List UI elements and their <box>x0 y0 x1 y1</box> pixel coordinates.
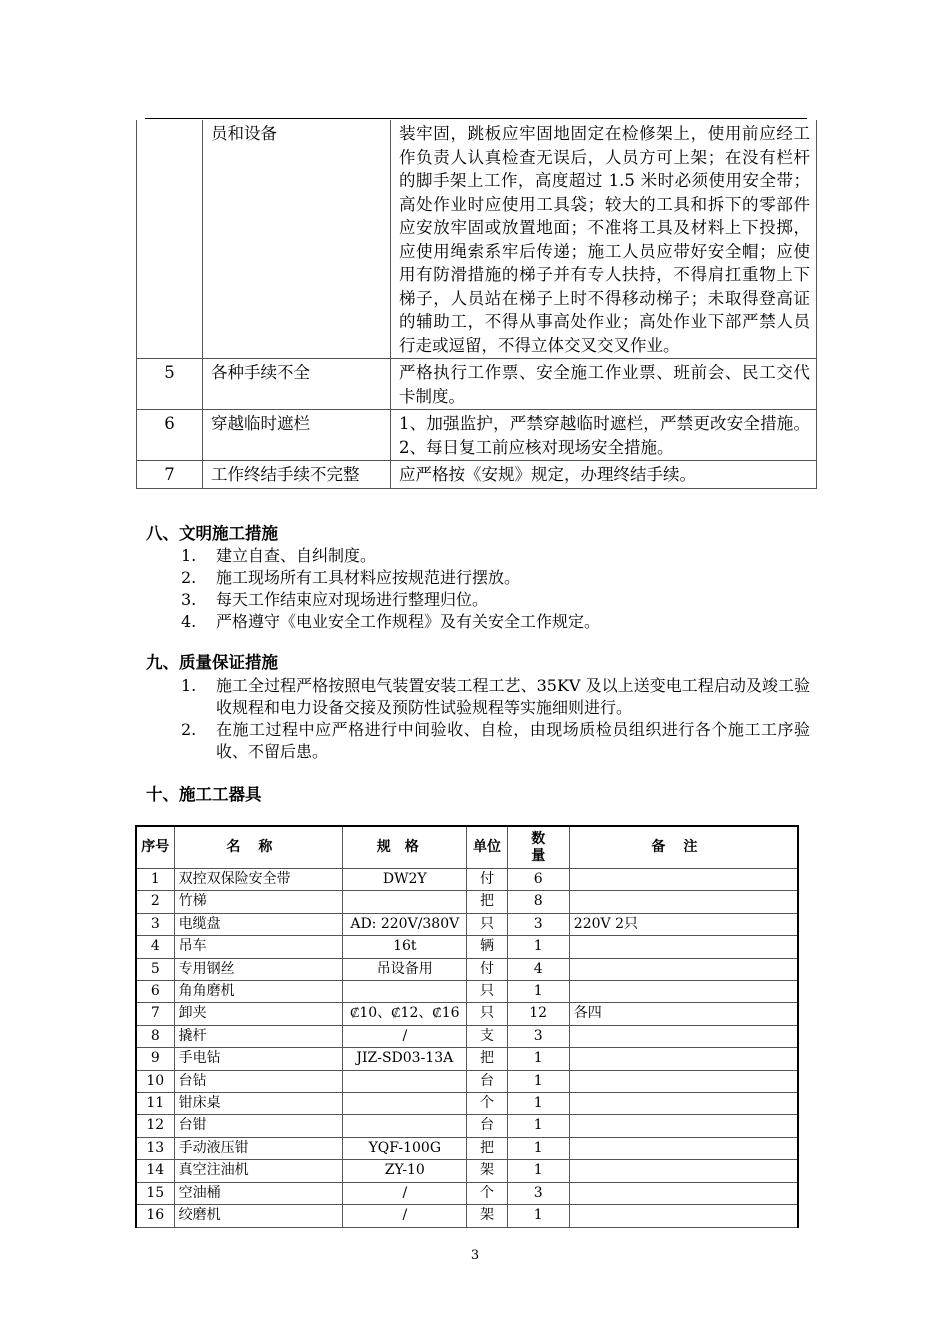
tool-no-cell: 11 <box>136 1093 174 1115</box>
risk-no-cell: 5 <box>137 359 203 410</box>
tool-no-cell: 4 <box>136 936 174 958</box>
tool-note-cell <box>569 958 798 980</box>
header-unit: 单位 <box>467 826 507 869</box>
table-row <box>136 1048 798 1070</box>
tool-unit-cell: 个 <box>467 1182 507 1204</box>
table-row <box>136 1160 798 1182</box>
tool-qty-cell: 4 <box>507 958 569 980</box>
tool-note-cell: 220V 2只 <box>569 913 798 935</box>
header-no: 序号 <box>136 826 174 869</box>
tool-no-cell: 2 <box>136 891 174 913</box>
tool-note-cell <box>569 891 798 913</box>
table-row <box>137 359 817 410</box>
tool-unit-cell: 台 <box>467 1115 507 1137</box>
tool-note-cell: 各四 <box>569 1003 798 1025</box>
tool-unit-cell: 辆 <box>467 936 507 958</box>
tool-spec-cell: / <box>343 1182 467 1204</box>
tool-no-cell: 6 <box>136 981 174 1003</box>
tool-spec-cell <box>343 1070 467 1092</box>
tool-no-cell: 14 <box>136 1160 174 1182</box>
tool-no-cell: 7 <box>136 1003 174 1025</box>
list-item-text: 建立自查、自纠制度。 <box>216 546 377 565</box>
tools-table <box>135 825 799 1228</box>
page-number: 3 <box>470 1248 480 1263</box>
tool-spec-cell: ZY-10 <box>343 1160 467 1182</box>
table-row <box>137 120 817 359</box>
tool-no-cell: 9 <box>136 1048 174 1070</box>
risk-no-cell: 6 <box>137 410 203 461</box>
tool-no-cell: 1 <box>136 869 174 891</box>
tool-spec-cell: JIZ-SD03-13A <box>343 1048 467 1070</box>
list-item <box>146 567 810 589</box>
list-item-text: 每天工作结束应对现场进行整理归位。 <box>216 590 489 609</box>
risk-item-cell: 穿越临时遮栏 <box>203 410 391 461</box>
tool-spec-cell: YQF-100G <box>343 1137 467 1159</box>
tool-note-cell <box>569 1137 798 1159</box>
tool-spec-cell: / <box>343 1205 467 1227</box>
tool-qty-cell: 1 <box>507 1160 569 1182</box>
tool-note-cell <box>569 1025 798 1047</box>
tool-no-cell: 13 <box>136 1137 174 1159</box>
tool-note-cell <box>569 1093 798 1115</box>
table-row <box>136 1137 798 1159</box>
header-note: 备注 <box>569 826 798 869</box>
list-item-text: 在施工过程中应严格进行中间验收、自检，由现场质检员组织进行各个施工工序验收、不留后患。 <box>216 720 810 761</box>
tool-note-cell <box>569 981 798 1003</box>
tool-qty-cell: 3 <box>507 1182 569 1204</box>
tool-note-cell <box>569 1160 798 1182</box>
tool-qty-cell: 1 <box>507 1137 569 1159</box>
list-item-number: 1. <box>181 676 197 695</box>
tools-table-body <box>136 869 798 1228</box>
tool-name-cell: 双控双保险安全带 <box>174 869 343 891</box>
tool-name-cell: 专用钢丝 <box>174 958 343 980</box>
table-row <box>136 936 798 958</box>
header-name: 名称 <box>174 826 343 869</box>
table-row <box>136 981 798 1003</box>
tool-unit-cell: 架 <box>467 1205 507 1227</box>
list-item-number: 2. <box>181 720 197 739</box>
tool-unit-cell: 付 <box>467 869 507 891</box>
tool-qty-cell: 1 <box>507 981 569 1003</box>
tool-spec-cell: / <box>343 1025 467 1047</box>
section-8-list <box>146 545 810 633</box>
tool-qty-cell: 8 <box>507 891 569 913</box>
risk-item-cell: 各种手续不全 <box>203 359 391 410</box>
tool-qty-cell: 1 <box>507 936 569 958</box>
table-row <box>136 1070 798 1092</box>
tool-name-cell: 空油桶 <box>174 1182 343 1204</box>
table-row <box>136 891 798 913</box>
tool-qty-cell: 1 <box>507 1070 569 1092</box>
tool-name-cell: 手动液压钳 <box>174 1137 343 1159</box>
tool-spec-cell: ₡10、₡12、₡16 <box>343 1003 467 1025</box>
tool-unit-cell: 只 <box>467 913 507 935</box>
tool-spec-cell: 吊设备用 <box>343 958 467 980</box>
header-spec: 规格 <box>343 826 467 869</box>
tool-note-cell <box>569 869 798 891</box>
tool-note-cell <box>569 1205 798 1227</box>
table-row <box>136 1025 798 1047</box>
tool-spec-cell: AD: 220V/380V <box>343 913 467 935</box>
tool-name-cell: 钳床桌 <box>174 1093 343 1115</box>
table-row <box>136 958 798 980</box>
risk-measure-cell: 应严格按《安规》规定，办理终结手续。 <box>391 461 817 489</box>
tool-no-cell: 10 <box>136 1070 174 1092</box>
tool-spec-cell <box>343 981 467 1003</box>
risk-no-cell <box>137 120 203 359</box>
list-item <box>146 611 810 633</box>
tool-name-cell: 电缆盘 <box>174 913 343 935</box>
tool-unit-cell: 支 <box>467 1025 507 1047</box>
tool-qty-cell: 1 <box>507 1093 569 1115</box>
list-item <box>146 675 810 719</box>
tool-unit-cell: 把 <box>467 1048 507 1070</box>
tool-no-cell: 5 <box>136 958 174 980</box>
table-row <box>136 869 798 891</box>
list-item-text: 施工现场所有工具材料应按规范进行摆放。 <box>216 568 521 587</box>
tool-name-cell: 绞磨机 <box>174 1205 343 1227</box>
risk-measure-cell: 严格执行工作票、安全施工作业票、班前会、民工交代卡制度。 <box>391 359 817 410</box>
tool-qty-cell: 1 <box>507 1205 569 1227</box>
section-8-title: 八、文明施工措施 <box>146 524 278 543</box>
section-10-title: 十、施工工器具 <box>146 785 262 804</box>
header-rule <box>145 118 807 119</box>
list-item-number: 4. <box>181 612 197 631</box>
risk-item-cell: 工作终结手续不完整 <box>203 461 391 489</box>
table-row <box>136 1205 798 1227</box>
tool-name-cell: 台钻 <box>174 1070 343 1092</box>
tool-unit-cell: 架 <box>467 1160 507 1182</box>
tool-unit-cell: 个 <box>467 1093 507 1115</box>
list-item <box>146 719 810 763</box>
tool-name-cell: 竹梯 <box>174 891 343 913</box>
table-row <box>137 461 817 489</box>
tool-name-cell: 角角磨机 <box>174 981 343 1003</box>
tool-name-cell: 撬杆 <box>174 1025 343 1047</box>
tool-spec-cell <box>343 1093 467 1115</box>
tool-qty-cell: 3 <box>507 1025 569 1047</box>
list-item <box>146 545 810 567</box>
tool-no-cell: 8 <box>136 1025 174 1047</box>
risk-measure-cell: 装牢固，跳板应牢固地固定在检修架上，使用前应经工作负责人认真检查无误后，人员方可上架；在没有栏杆的脚手架上工作，高度超过 1.5 米时必须使用安全带；高处作业时应使用工具袋；较大的工具和拆下的零部件应安放牢固或放置地面；不准将工具及材料上下投掷，应使用绳索系牢后传递；施工人员应带好安全帽；应使用有防滑措施的梯子并有专人扶持，不得肩扛重物上下梯子，人员站在梯子上时不得移动梯子；未取得登高证的辅助工，不得从事高处作业；高处作业下部严禁人员行走或逗留，不得立体交叉交叉作业。 <box>391 120 817 359</box>
tool-unit-cell: 把 <box>467 1137 507 1159</box>
tool-note-cell <box>569 1048 798 1070</box>
tool-name-cell: 台钳 <box>174 1115 343 1137</box>
list-item <box>146 589 810 611</box>
tool-no-cell: 16 <box>136 1205 174 1227</box>
tool-spec-cell: 16t <box>343 936 467 958</box>
tools-header-row <box>136 826 798 869</box>
tool-name-cell: 真空注油机 <box>174 1160 343 1182</box>
list-item-number: 2. <box>181 568 197 587</box>
list-item-number: 1. <box>181 546 197 565</box>
tool-qty-cell: 1 <box>507 1115 569 1137</box>
safety-risk-table <box>136 120 817 489</box>
tool-spec-cell <box>343 1115 467 1137</box>
header-qty: 数量 <box>507 826 569 869</box>
table-row <box>136 913 798 935</box>
tool-no-cell: 12 <box>136 1115 174 1137</box>
section-9-title: 九、质量保证措施 <box>146 653 278 672</box>
tool-name-cell: 手电钻 <box>174 1048 343 1070</box>
list-item-number: 3. <box>181 590 197 609</box>
tool-spec-cell <box>343 891 467 913</box>
table-row <box>136 1093 798 1115</box>
tool-qty-cell: 6 <box>507 869 569 891</box>
risk-no-cell: 7 <box>137 461 203 489</box>
tool-unit-cell: 把 <box>467 891 507 913</box>
tool-note-cell <box>569 936 798 958</box>
tool-note-cell <box>569 1070 798 1092</box>
section-9-list <box>146 675 810 763</box>
list-item-text: 严格遵守《电业安全工作规程》及有关安全工作规定。 <box>216 612 601 631</box>
tool-name-cell: 吊车 <box>174 936 343 958</box>
tool-unit-cell: 台 <box>467 1070 507 1092</box>
tool-name-cell: 卸夹 <box>174 1003 343 1025</box>
risk-item-cell: 员和设备 <box>203 120 391 359</box>
tool-qty-cell: 12 <box>507 1003 569 1025</box>
table-row <box>136 1003 798 1025</box>
tool-no-cell: 15 <box>136 1182 174 1204</box>
tool-unit-cell: 只 <box>467 1003 507 1025</box>
tool-qty-cell: 3 <box>507 913 569 935</box>
tool-note-cell <box>569 1182 798 1204</box>
tool-spec-cell: DW2Y <box>343 869 467 891</box>
risk-table-body <box>137 120 817 488</box>
tool-unit-cell: 付 <box>467 958 507 980</box>
table-row <box>137 410 817 461</box>
risk-measure-cell: 1、加强监护，严禁穿越临时遮栏，严禁更改安全措施。2、每日复工前应核对现场安全措施。 <box>391 410 817 461</box>
tool-no-cell: 3 <box>136 913 174 935</box>
table-row <box>136 1182 798 1204</box>
list-item-text: 施工全过程严格按照电气装置安装工程工艺、35KV 及以上送变电工程启动及竣工验收规程和电力设备交接及预防性试验规程等实施细则进行。 <box>216 676 810 717</box>
tool-qty-cell: 1 <box>507 1048 569 1070</box>
tool-unit-cell: 只 <box>467 981 507 1003</box>
tool-note-cell <box>569 1115 798 1137</box>
table-row <box>136 1115 798 1137</box>
